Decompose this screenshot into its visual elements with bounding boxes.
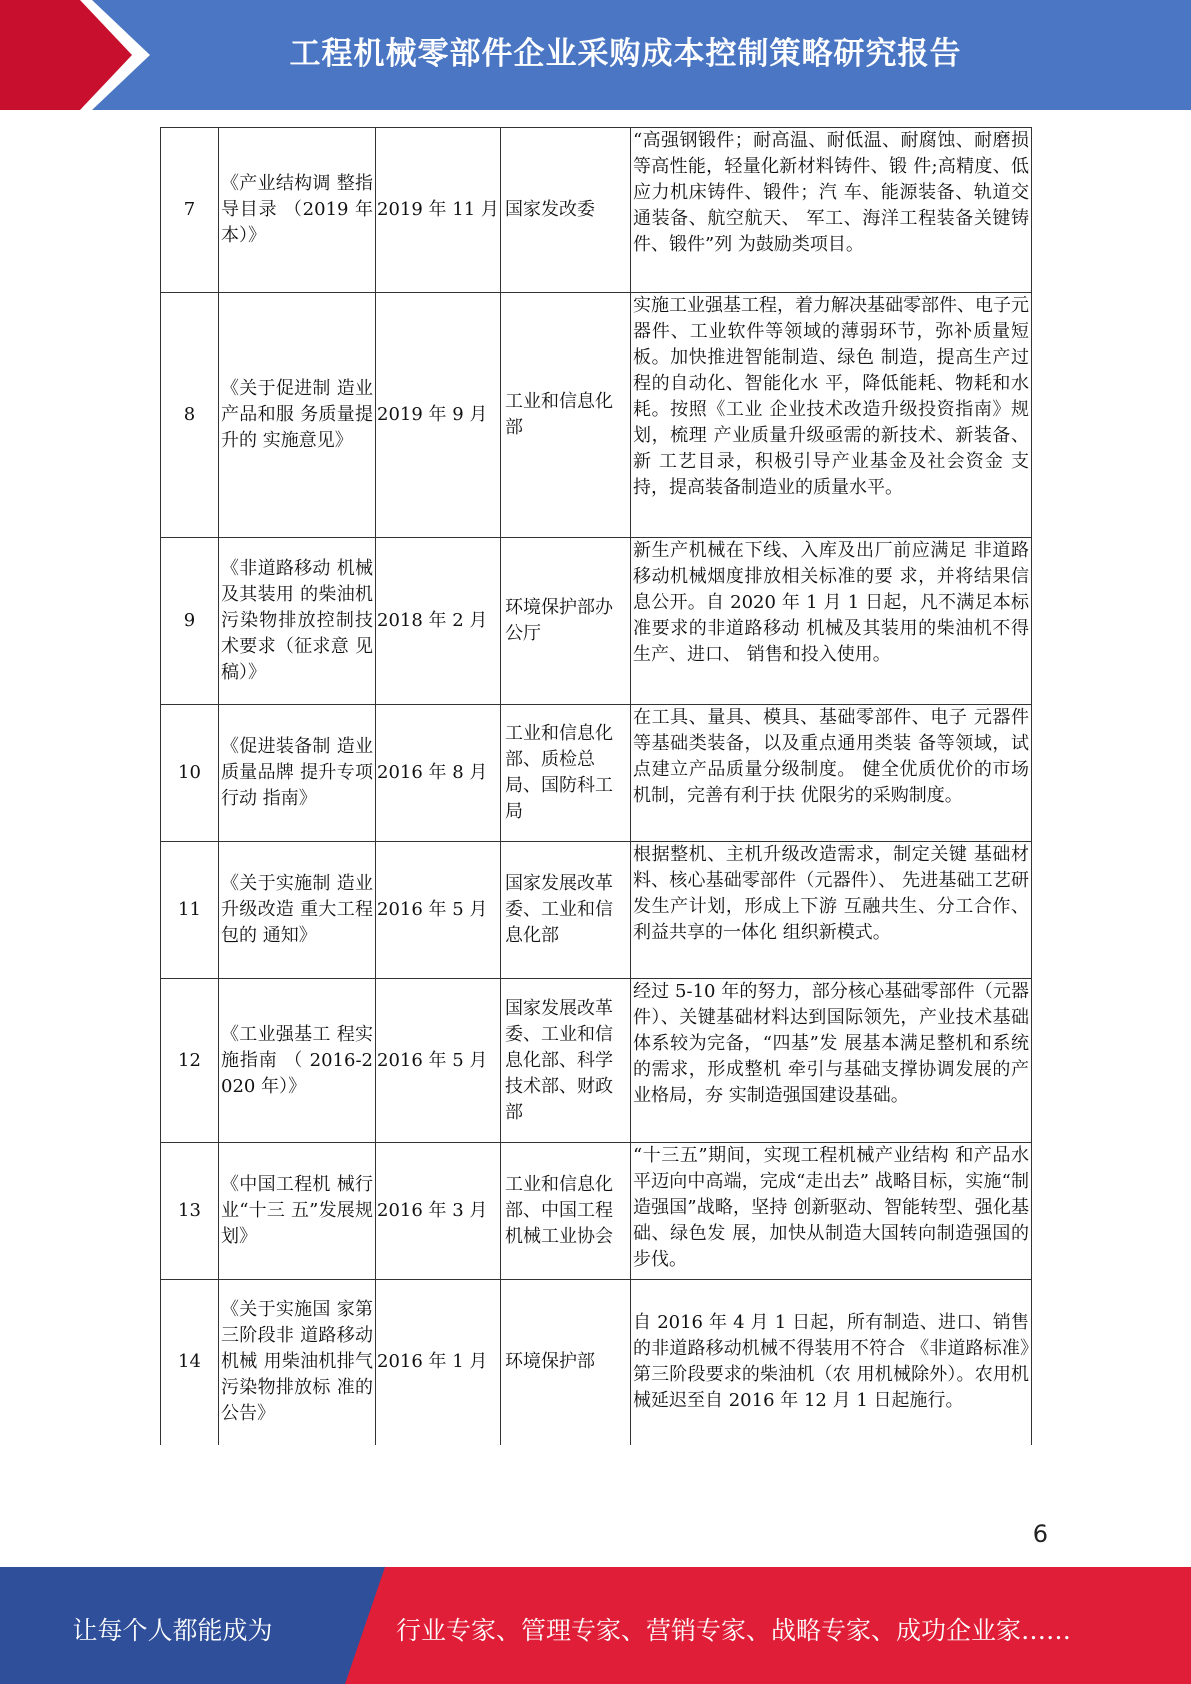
- table-row: [161, 293, 1032, 538]
- report-title: 工程机械零部件企业采购成本控制策略研究报告: [289, 36, 962, 72]
- issuing-department: 国家发改委: [501, 128, 631, 293]
- policy-content: 实施工业强基工程，着力解决基础零部件、电子元器件、工业软件等领域的薄弱环节，弥补质量短板。加快推进智能制造、绿色 制造，提高生产过程的自动化、智能化水 平，降低能耗、物耗和水耗。按照《工业 企业技术改造升级投资指南》规划，梳理 产业质量升级亟需的新技术、新装备、新 工艺目录，积极引导产业基金及社会资金 支持，提高装备制造业的质量水平。: [631, 293, 1032, 538]
- row-number: 14: [161, 1280, 219, 1445]
- issuing-department: 工业和信息化部、中国工程机械工业协会: [501, 1143, 631, 1280]
- policy-title: 《产业结构调 整指导目录 （2019 年本）》: [219, 128, 376, 293]
- row-number: 7: [161, 128, 219, 293]
- table-row: [161, 128, 1032, 293]
- table-row: [161, 538, 1032, 705]
- policy-date: 2019 年 9 月: [376, 293, 501, 538]
- row-number: 12: [161, 979, 219, 1143]
- policy-title: 《关于实施国 家第三阶段非 道路移动机械 用柴油机排气 污染物排放标 准的公告》: [219, 1280, 376, 1445]
- page-header: [0, 0, 1191, 110]
- policy-table: [160, 127, 1032, 1445]
- policy-title: 《关于促进制 造业产品和服 务质量提升的 实施意见》: [219, 293, 376, 538]
- policy-date: 2019 年 11 月: [376, 128, 501, 293]
- row-number: 8: [161, 293, 219, 538]
- policy-date: 2016 年 5 月: [376, 979, 501, 1143]
- policy-content: “十三五”期间，实现工程机械产业结构 和产品水平迈向中高端，完成“走出去” 战略目标，实施“制造强国”战略，坚持 创新驱动、智能转型、强化基础、绿色发 展，加快从制造大国转向制造强国的步伐。: [631, 1143, 1032, 1280]
- issuing-department: 国家发展改革委、工业和信息化部、科学技术部、财政部: [501, 979, 631, 1143]
- policy-title: 《促进装备制 造业质量品牌 提升专项行动 指南》: [219, 705, 376, 842]
- row-number: 11: [161, 842, 219, 979]
- table-row: [161, 705, 1032, 842]
- policy-date: 2016 年 5 月: [376, 842, 501, 979]
- policy-date: 2016 年 8 月: [376, 705, 501, 842]
- policy-date: 2016 年 1 月: [376, 1280, 501, 1445]
- policy-content: “高强钢锻件；耐高温、耐低温、耐腐蚀、耐磨损等高性能，轻量化新材料铸件、锻 件;高精度、低应力机床铸件、锻件；汽 车、能源装备、轨道交通装备、航空航天、 军工、海洋工程装备关键铸件、锻件”列 为鼓励类项目。: [631, 128, 1032, 293]
- policy-title: 《工业强基工 程实施指南 （ 2016-2020 年）》: [219, 979, 376, 1143]
- policy-content: 新生产机械在下线、入库及出厂前应满足 非道路移动机械烟度排放相关标准的要 求，并将结果信息公开。自 2020 年 1 月 1 日起，凡不满足本标准要求的非道路移动 机械及其装用的柴油机不得生产、进口、 销售和投入使用。: [631, 538, 1032, 705]
- policy-title: 《关于实施制 造业升级改造 重大工程包的 通知》: [219, 842, 376, 979]
- policy-content: 经过 5-10 年的努力，部分核心基础零部件（元器件）、关键基础材料达到国际领先，产业技术基础体系较为完备，“四基”发 展基本满足整机和系统的需求，形成整机 牵引与基础支撑协调发展的产业格局，夯 实制造强国建设基础。: [631, 979, 1032, 1143]
- table-row: [161, 1280, 1032, 1445]
- row-number: 9: [161, 538, 219, 705]
- policy-date: 2016 年 3 月: [376, 1143, 501, 1280]
- table-row: [161, 979, 1032, 1143]
- policy-date: 2018 年 2 月: [376, 538, 501, 705]
- footer-slogan-right: 行业专家、管理专家、营销专家、战略专家、成功企业家……: [396, 1616, 1072, 1645]
- policy-content: 根据整机、主机升级改造需求，制定关键 基础材料、核心基础零部件（元器件）、 先进基础工艺研发生产计划，形成上下游 互融共生、分工合作、利益共享的一体化 组织新模式。: [631, 842, 1032, 979]
- issuing-department: 工业和信息化部: [501, 293, 631, 538]
- row-number: 10: [161, 705, 219, 842]
- row-number: 13: [161, 1143, 219, 1280]
- page-number: 6: [1032, 1520, 1048, 1548]
- issuing-department: 环境保护部办公厅: [501, 538, 631, 705]
- table-row: [161, 842, 1032, 979]
- policy-title: 《非道路移动 机械及其装用 的柴油机污染物排放控制技 术要求（征求意 见稿）》: [219, 538, 376, 705]
- footer-slogan-left: 让每个人都能成为: [72, 1616, 273, 1645]
- policy-content: 在工具、量具、模具、基础零部件、电子 元器件等基础类装备，以及重点通用类装 备等领域，试点建立产品质量分级制度。 健全优质优价的市场机制，完善有利于扶 优限劣的采购制度。: [631, 705, 1032, 842]
- issuing-department: 国家发展改革委、工业和信息化部: [501, 842, 631, 979]
- issuing-department: 环境保护部: [501, 1280, 631, 1445]
- issuing-department: 工业和信息化部、质检总局、国防科工局: [501, 705, 631, 842]
- policy-content: 自 2016 年 4 月 1 日起，所有制造、进口、销售的非道路移动机械不得装用不符合 《非道路标准》第三阶段要求的柴油机（农 用机械除外）。农用机械延迟至自 2016 年 12 月 1 日起施行。: [631, 1280, 1032, 1445]
- policy-title: 《中国工程机 械行业“十三 五”发展规划》: [219, 1143, 376, 1280]
- page-footer: [0, 1567, 1191, 1684]
- table-row: [161, 1143, 1032, 1280]
